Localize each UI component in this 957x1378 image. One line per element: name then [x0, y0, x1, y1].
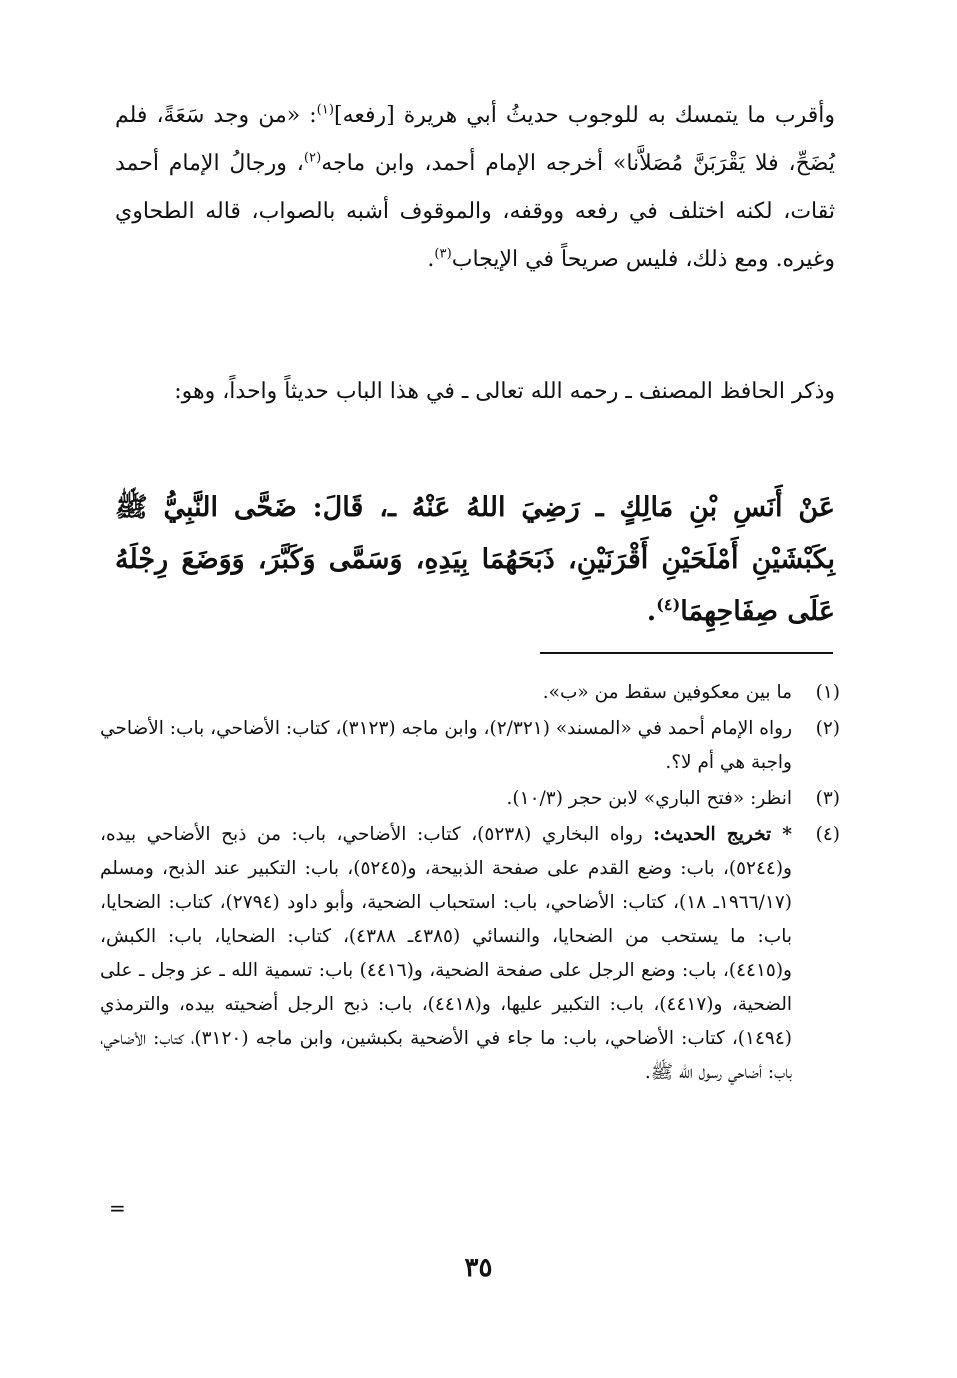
page-number: ٣٥: [464, 1253, 493, 1283]
footnote-ref-4: (٤): [656, 595, 681, 614]
hadith-end: .: [646, 596, 657, 627]
hadith-text-block: [115, 482, 835, 638]
footnote-body: رواه البخاري (٥٢٣٨)، كتاب: الأضاحي، باب: من ذبح الأضاحي بيده، و(٥٢٤٤)، باب: وضع القدم على صفحة الذبيحة، و(٥٢٤٥)، باب: التكبير عند الذبح، ومسلم (١٩٦٦/١٧ـ ١٨)، كتاب: الأضاحي، باب: استحباب الضحية، وأبو داود (٢٧٩٤)، كتاب: الضحايا، باب: ما يستحب من الضحايا، والنسائي (٤٣٨٥ـ ٤٣٨٨)، كتاب: الضحايا، باب: الكبش، و(٤٤١٥)، باب: وضع الرجل على صفحة الضحية، و(٤٤١٦) باب: تسمية الله ـ عز وجل ـ على الضحية، و(٤٤١٧)، باب: التكبير عليها، و(٤٤١٨)، باب: ذبح الرجل أضحيته بيده، والترمذي (١٤٩٤)، كتاب: الأضاحي، باب: ما جاء في الأضحية بكبشين، وابن ماجه (٣١٢٠)، كتاب: الأضاحي، باب: أضاحي رسول الله ﷺ.: [100, 824, 792, 1083]
hadith-text: عَنْ أَنَسِ بْنِ مَالِكٍ ـ رَضِيَ اللهُ عَنْهُ ـ، قَالَ: ضَحَّى النَّبِيُّ ﷺ بِكَبْشَيْنِ أَمْلَحَيْنِ أَقْرَنَيْنِ، ذَبَحَهُمَا بِيَدِهِ، وَسَمَّى وَكَبَّرَ، وَوَضَعَ رِجْلَهُ عَلَى صِفَاحِهِمَا: [115, 492, 835, 627]
footnote-number: (٢): [815, 718, 840, 739]
footnote-ref-3: (٣): [434, 246, 452, 262]
footnote-3: [100, 782, 840, 816]
footnote-4: [100, 818, 840, 1090]
paragraph-1-end: .: [427, 247, 435, 272]
footnote-text: رواه الإمام أحمد في «المسند» (٢/٣٢١)، وابن ماجه (٣١٢٣)، كتاب: الأضاحي، باب: الأضاحي واجبة هي أم لا؟.: [100, 718, 793, 773]
paragraph-2: وذكر الحافظ المصنف ـ رحمه الله تعالى ـ في هذا الباب حديثاً واحداً، وهو:: [174, 379, 835, 404]
continuation-mark: =: [109, 1196, 126, 1220]
footnote-text: ما بين معكوفين سقط من «ب».: [542, 682, 792, 703]
footnote-ref-1: (١): [316, 102, 335, 118]
footnote-text: انظر: «فتح الباري» لابن حجر (١٠/٣).: [506, 788, 792, 809]
footnote-number: (٤): [815, 824, 840, 845]
footnote-number: (١): [815, 682, 840, 703]
footnote-ref-2: (٢): [303, 150, 322, 166]
paragraph-1-text: وأقرب ما يتمسك به للوجوب حديثُ أبي هريرة [رفعه]: [334, 103, 835, 128]
footnote-text: [100, 818, 792, 1090]
footnote-separator: [540, 652, 833, 654]
footnote-1: [100, 676, 840, 710]
paragraph-1-text-2: : «من وجد سَعَةً، فلم يُضَحِّ، فلا يَقْرَبَنَّ مُصَلاَّنا» أخرجه الإمام أحمد، وابن ماجه: [115, 103, 835, 176]
paragraph-1: [115, 92, 835, 284]
footnote-heading: * تخريج الحديث:: [653, 824, 792, 845]
footnote-number: (٣): [815, 788, 840, 809]
paragraph-1-text-3: ، ورجالُ الإمام أحمد ثقات، لكنه اختلف في رفعه ووقفه، والموقوف أشبه بالصواب، قاله الطحاوي وغيره. ومع ذلك، فليس صريحاً في الإيجاب: [115, 151, 835, 272]
footnote-2: [100, 712, 840, 780]
footnotes: [100, 676, 840, 1092]
